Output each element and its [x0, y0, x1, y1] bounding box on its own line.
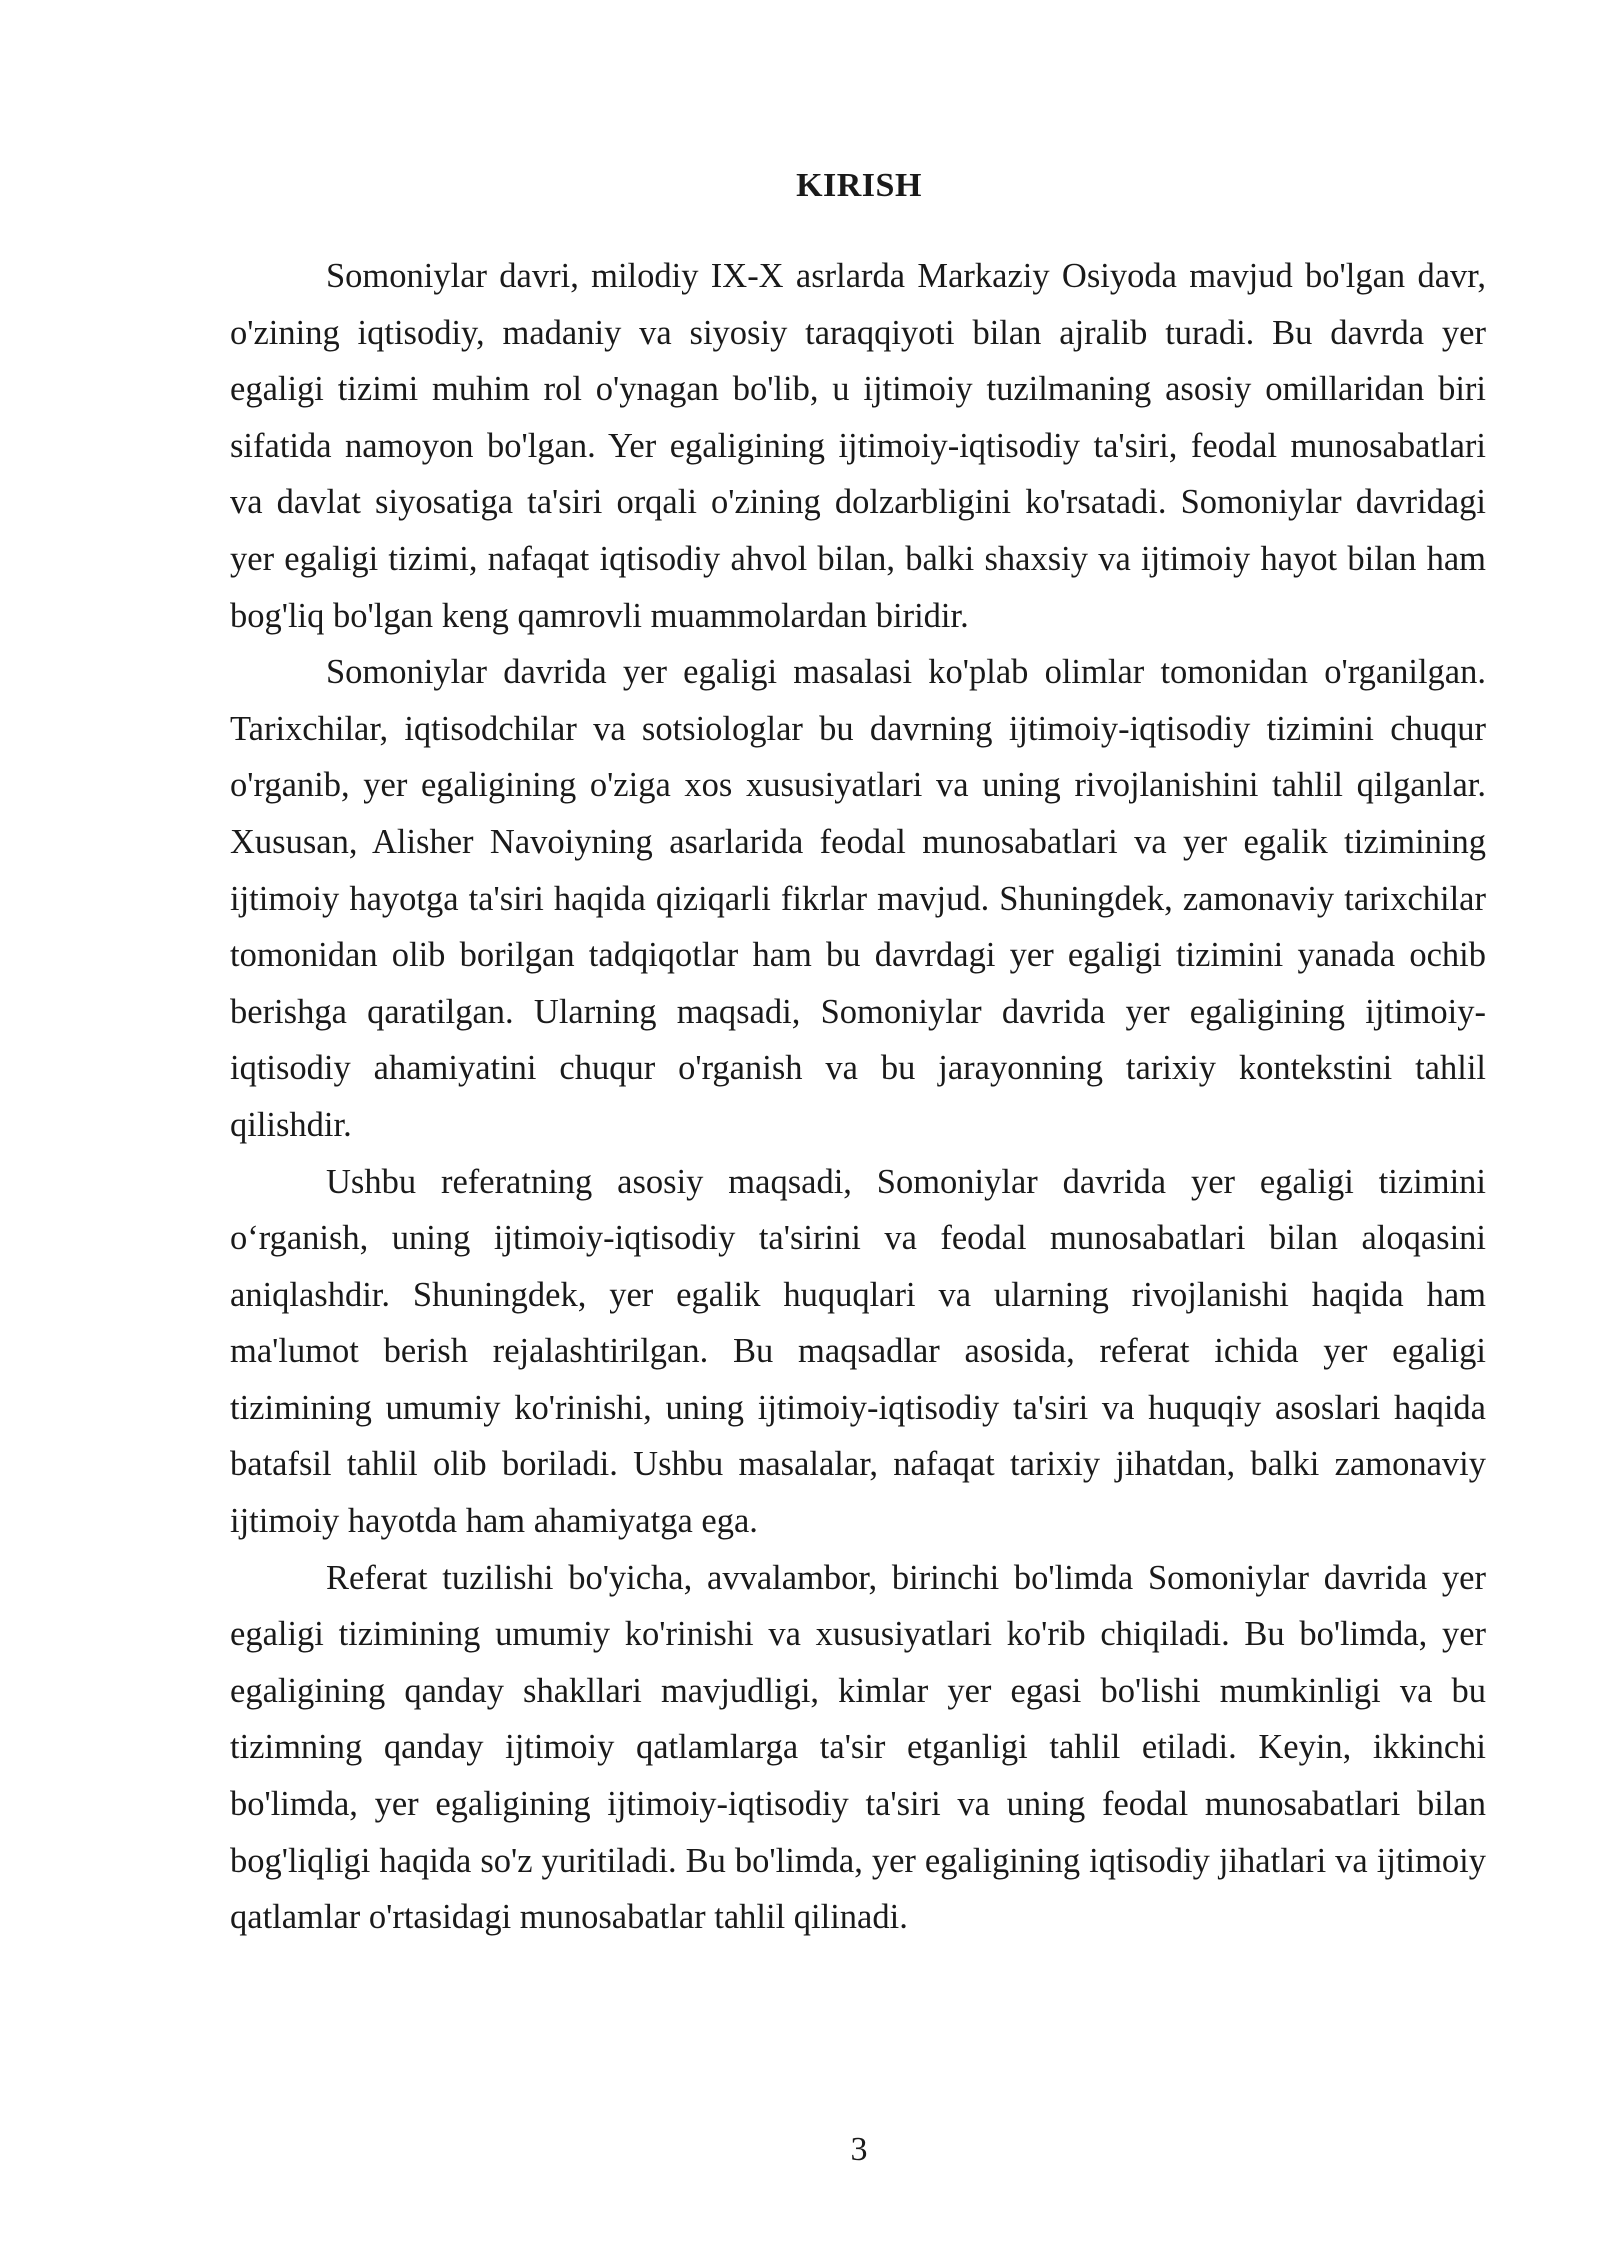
paragraph-4: Referat tuzilishi bo'yicha, avvalambor, birinchi bo'limda Somoniylar davrida yer egaligi tizimining umumiy ko'rinishi va xususiyatlari ko'rib chiqiladi. Bu bo'limda, yer egaligining qanday shakllari mavjudligi, kimlar yer egasi bo'lishi mumkinligi va bu tizimning qanday ijtimoiy qatlamlarga ta'sir etganligi tahlil etiladi. Keyin, ikkinchi bo'limda, yer egaligining ijtimoiy-iqtisodiy ta'siri va uning feodal munosabatlari bilan bog'liqligi haqida so'z yuritiladi. Bu bo'limda, yer egaligining iqtisodiy jihatlari va ijtimoiy qatlamlar o'rtasidagi munosabatlar tahlil qilinadi.: [230, 1558, 1486, 1937]
paragraph-2: Somoniylar davrida yer egaligi masalasi ko'plab olimlar tomonidan o'rganilgan. Tarixchilar, iqtisodchilar va sotsiologlar bu davrning ijtimoiy-iqtisodiy tizimini chuqur o'rganib, yer egaligining o'ziga xos xususiyatlari va uning rivojlanishini tahlil qilganlar. Xususan, Alisher Navoiyning asarlarida feodal munosabatlari va yer egalik tizimining ijtimoiy hayotga ta'siri haqida qiziqarli fikrlar mavjud. Shuningdek, zamonaviy tarixchilar tomonidan olib borilgan tadqiqotlar ham bu davrdagi yer egaligi tizimini yanada ochib berishga qaratilgan. Ularning maqsadi, Somoniylar davrida yer egaligining ijtimoiy-iqtisodiy ahamiyatini chuqur o'rganish va bu jarayonning tarixiy kontekstini tahlil qilishdir.: [230, 653, 1486, 1144]
body-text: [230, 248, 1486, 1946]
paragraph-1: Somoniylar davri, milodiy IX-X asrlarda Markaziy Osiyoda mavjud bo'lgan davr, o'zining iqtisodiy, madaniy va siyosiy taraqqiyoti bilan ajralib turadi. Bu davrda yer egaligi tizimi muhim rol o'ynagan bo'lib, u ijtimoiy tuzilmaning asosiy omillaridan biri sifatida namoyon bo'lgan. Yer egaligining ijtimoiy-iqtisodiy ta'siri, feodal munosabatlari va davlat siyosatiga ta'siri orqali o'zining dolzarbligini ko'rsatadi. Somoniylar davridagi yer egaligi tizimi, nafaqat iqtisodiy ahvol bilan, balki shaxsiy va ijtimoiy hayot bilan ham bog'liq bo'lgan keng qamrovli muammolardan biridir.: [230, 257, 1486, 635]
page-number: 3: [850, 2131, 868, 2168]
section-title: KIRISH: [796, 167, 922, 204]
paragraph-3: Ushbu referatning asosiy maqsadi, Somoniylar davrida yer egaligi tizimini o‘rganish, uning ijtimoiy-iqtisodiy ta'sirini va feodal munosabatlari bilan aloqasini aniqlashdir. Shuningdek, yer egalik huquqlari va ularning rivojlanishi haqida ham ma'lumot berish rejalashtirilgan. Bu maqsadlar asosida, referat ichida yer egaligi tizimining umumiy ko'rinishi, uning ijtimoiy-iqtisodiy ta'siri va huquqiy asoslari haqida batafsil tahlil olib boriladi. Ushbu masalalar, nafaqat tarixiy jihatdan, balki zamonaviy ijtimoiy hayotda ham ahamiyatga ega.: [230, 1162, 1486, 1541]
